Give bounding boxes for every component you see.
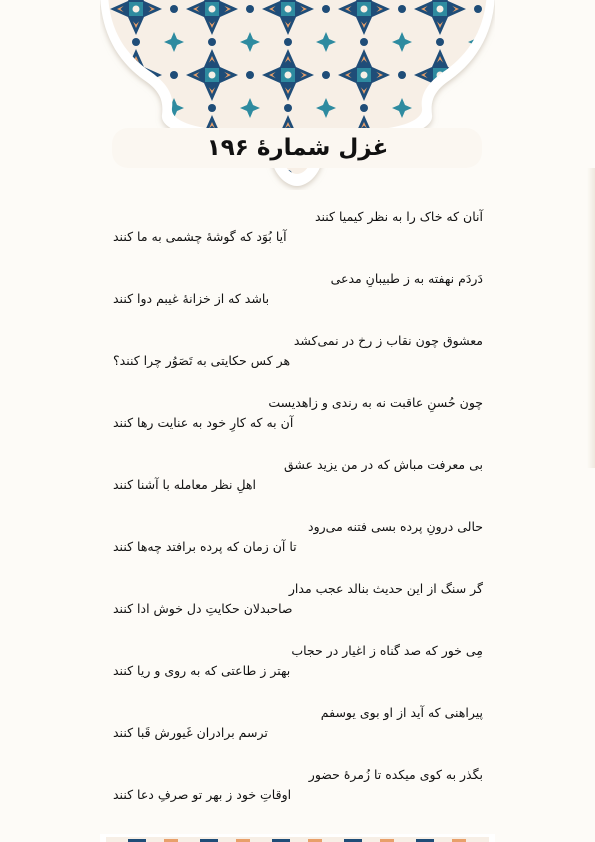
side-decoration [587,168,595,468]
verse-second-line: تا آن زمان که پرده برافتد چه‌ها کنند [113,539,297,554]
verse [113,765,483,827]
verse-first-line: مِی خور که صد گناه ز اغیار در حجاب [291,643,483,658]
verse [113,207,483,269]
verse [113,641,483,703]
verse [113,517,483,579]
verse-second-line: آیا بُوَد که گوشهٔ چشمی به ما کنند [113,229,287,244]
verse-second-line: صاحبدلان حکایتِ دل خوش ادا کنند [113,601,293,616]
verse-first-line: آنان که خاک را به نظر کیمیا کنند [314,209,483,224]
persian-tile-border-icon [100,834,495,842]
verse-first-line: بگذر به کوی میکده تا زُمرهٔ حضور [308,767,483,782]
verse [113,269,483,331]
verse-second-line: اهلِ نظر معامله با آشنا کنند [113,477,256,492]
verse [113,579,483,641]
verse [113,331,483,393]
verse-first-line: حالی درونِ پرده بسی فتنه می‌رود [308,519,483,534]
verse [113,455,483,517]
verse-first-line: گر سنگ از این حدیث بنالد عجب مدار [288,581,483,596]
verse [113,393,483,455]
verse-second-line: ترسم برادران غَیورش قَبا کنند [113,725,268,740]
verse-second-line: هر کس حکایتی به تَصَوُر چرا کنند؟ [113,353,291,368]
verse-second-line: اوقاتِ خود ز بهر تو صرفِ دعا کنند [113,787,292,802]
page-title: غزل شمارهٔ ۱۹۶ [206,135,389,161]
verse-second-line: باشد که از خزانهٔ غیبم دوا کنند [113,291,270,306]
verse-first-line: چون حُسنِ عاقبت نه به رندی و زاهدیست [268,395,483,410]
verse-second-line: بهتر ز طاعتی که به روی و ریا کنند [113,663,291,678]
verse-first-line: دَردَم نهفته به ز طبیبانِ مدعی [330,271,483,286]
poem-body [113,207,483,827]
verse-first-line: بی معرفت مباش که در من یزید عشق [283,457,483,472]
verse-first-line: پیراهنی که آید از او بوی یوسفم [320,705,483,720]
verse-first-line: معشوق چون نقاب ز رخ در نمی‌کشد [293,333,483,348]
verse-second-line: آن به که کارِ خود به عنایت رها کنند [113,415,294,430]
verse [113,703,483,765]
